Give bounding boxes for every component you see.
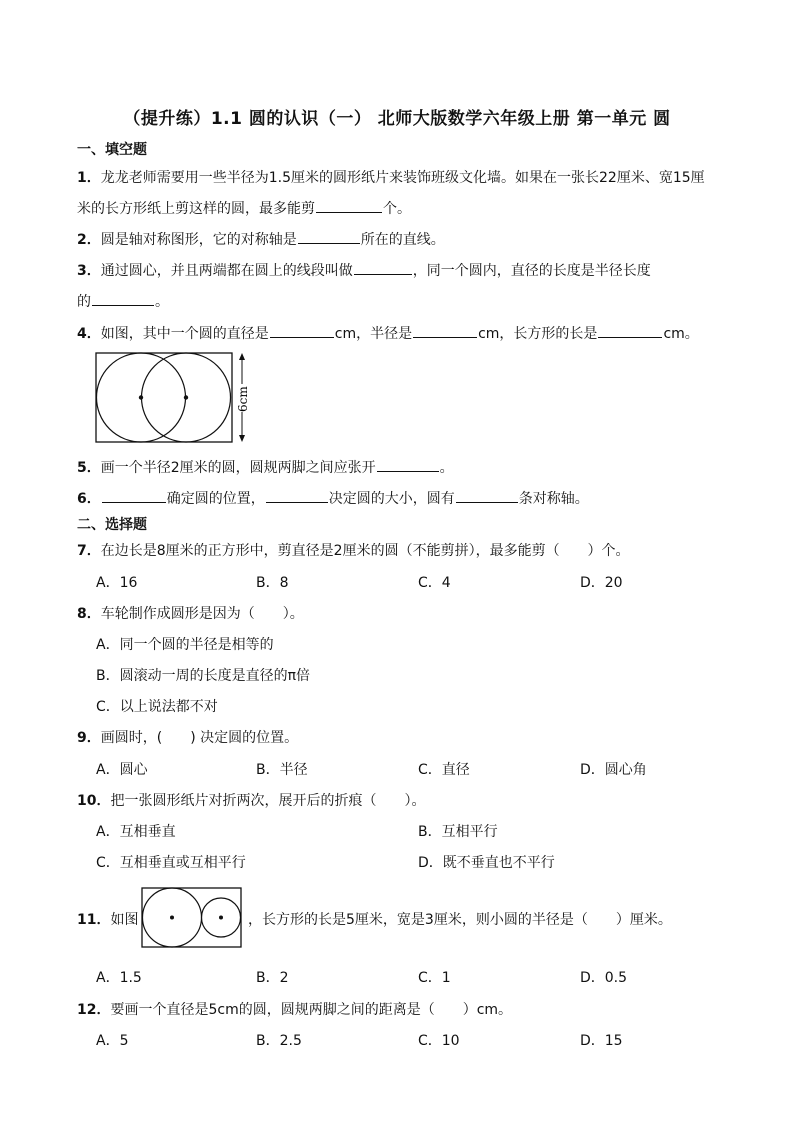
question-text: 所在的直线。 xyxy=(360,232,445,248)
question-text: 条对称轴。 xyxy=(518,491,589,507)
page-title: （提升练）1.1 圆的认识（一） 北师大版数学六年级上册 第一单元 圆 xyxy=(123,109,671,129)
question-text: cm，半径是 xyxy=(334,326,413,342)
question-number: 5． xyxy=(77,460,101,476)
option-b[interactable]: B．半径 xyxy=(256,762,308,778)
question-number: 6． xyxy=(77,491,101,507)
option-b[interactable]: B．互相平行 xyxy=(418,824,498,840)
question-text: 要画一个直径是5cm的圆，圆规两脚之间的距离是（ ）cm。 xyxy=(110,1002,513,1018)
option-c[interactable]: C．直径 xyxy=(418,762,470,778)
option-d[interactable]: D．15 xyxy=(580,1033,623,1049)
option-b[interactable]: B．圆滚动一周的长度是直径的π倍 xyxy=(96,668,311,684)
question-number: 7． xyxy=(77,543,101,559)
question-number: 4． xyxy=(77,326,101,342)
answer-blank[interactable] xyxy=(316,198,382,213)
option-d[interactable]: D．0.5 xyxy=(580,970,628,986)
question-text: 龙龙老师需要用一些半径为1.5厘米的圆形纸片来装饰班级文化墙。如果在一张长22厘米、宽15厘 xyxy=(100,170,705,186)
figure-two-circles-in-rectangle xyxy=(92,350,262,446)
question-number: 3． xyxy=(77,263,101,279)
left-center-dot xyxy=(139,395,143,399)
question-text: 画一个半径2厘米的圆，圆规两脚之间应张开 xyxy=(100,460,376,476)
question-4 xyxy=(77,323,699,343)
answer-blank[interactable] xyxy=(270,323,334,338)
rectangle xyxy=(96,353,232,442)
answer-blank[interactable] xyxy=(92,291,154,306)
question-text: 个。 xyxy=(383,201,411,217)
option-d[interactable]: D．既不垂直也不平行 xyxy=(418,855,555,871)
answer-blank[interactable] xyxy=(102,488,166,503)
question-text: 决定圆的大小，圆有 xyxy=(328,491,455,507)
right-center-dot xyxy=(184,395,188,399)
option-c[interactable]: C．以上说法都不对 xyxy=(96,699,218,715)
question-text: ，同一个圆内，直径的长度是半径长度 xyxy=(412,263,651,279)
question-number: 10． xyxy=(77,793,111,809)
question-1-line-1 xyxy=(77,167,705,187)
question-6 xyxy=(77,488,589,508)
question-2 xyxy=(77,229,445,249)
question-7 xyxy=(77,540,630,560)
figure-circles-in-rectangle xyxy=(140,886,244,950)
question-8 xyxy=(77,603,304,623)
question-text: 车轮制作成圆形是因为（ ）。 xyxy=(100,606,304,622)
section-fill-in: 一、填空题 xyxy=(77,142,147,158)
question-text: 在边长是8厘米的正方形中，剪直径是2厘米的圆（不能剪拼），最多能剪（ ）个。 xyxy=(100,543,630,559)
arrow-up-icon xyxy=(239,353,245,360)
question-10 xyxy=(77,790,425,810)
question-number: 1． xyxy=(77,170,101,186)
section-multiple-choice: 二、选择题 xyxy=(77,517,147,533)
question-text: 把一张圆形纸片对折两次，展开后的折痕（ ）。 xyxy=(110,793,426,809)
option-a[interactable]: A．5 xyxy=(96,1033,129,1049)
answer-blank[interactable] xyxy=(354,260,412,275)
question-text: 通过圆心，并且两端都在圆上的线段叫做 xyxy=(100,263,353,279)
question-9 xyxy=(77,727,298,747)
question-text: 。 xyxy=(155,294,169,310)
question-text: cm。 xyxy=(663,326,699,342)
option-d[interactable]: D．20 xyxy=(580,575,623,591)
question-1-line-2 xyxy=(77,198,411,218)
option-d[interactable]: D．圆心角 xyxy=(580,762,647,778)
question-11-text: ，长方形的长是5厘米，宽是3厘米，则小圆的半径是（ ）厘米。 xyxy=(248,912,672,928)
option-c[interactable]: C．1 xyxy=(418,970,451,986)
answer-blank[interactable] xyxy=(266,488,328,503)
question-text: 如图，其中一个圆的直径是 xyxy=(100,326,269,342)
question-11-prefix xyxy=(77,909,138,929)
option-b[interactable]: B．8 xyxy=(256,575,289,591)
dimension-label: 6cm xyxy=(236,386,250,412)
question-text: 。 xyxy=(439,460,454,476)
option-a[interactable]: A．同一个圆的半径是相等的 xyxy=(96,637,274,653)
question-text: 确定圆的位置， xyxy=(166,491,265,507)
answer-blank[interactable] xyxy=(598,323,662,338)
question-text: cm，长方形的长是 xyxy=(478,326,598,342)
answer-blank[interactable] xyxy=(298,229,360,244)
question-number: 2． xyxy=(77,232,101,248)
option-a[interactable]: A．互相垂直 xyxy=(96,824,176,840)
question-text: 的 xyxy=(77,294,91,310)
small-center-dot xyxy=(219,916,223,920)
option-c[interactable]: C．4 xyxy=(418,575,451,591)
large-center-dot xyxy=(170,916,174,920)
rectangle xyxy=(142,888,241,947)
question-number: 12． xyxy=(77,1002,111,1018)
question-text: 如图 xyxy=(110,912,139,928)
question-text: 米的长方形纸上剪这样的圆，最多能剪 xyxy=(77,201,315,217)
arrow-down-icon xyxy=(239,435,245,442)
question-12 xyxy=(77,999,512,1019)
option-a[interactable]: A．1.5 xyxy=(96,970,142,986)
option-c[interactable]: C．10 xyxy=(418,1033,460,1049)
option-b[interactable]: B．2.5 xyxy=(256,1033,302,1049)
question-number: 8． xyxy=(77,606,101,622)
option-a[interactable]: A．16 xyxy=(96,575,138,591)
answer-blank[interactable] xyxy=(413,323,477,338)
option-a[interactable]: A．圆心 xyxy=(96,762,148,778)
option-c[interactable]: C．互相垂直或互相平行 xyxy=(96,855,246,871)
question-text: 圆是轴对称图形，它的对称轴是 xyxy=(100,232,297,248)
question-number: 11． xyxy=(77,912,111,928)
question-text: 画圆时，( ) 决定圆的位置。 xyxy=(100,730,299,746)
answer-blank[interactable] xyxy=(456,488,518,503)
question-5 xyxy=(77,457,454,477)
question-number: 9． xyxy=(77,730,101,746)
question-3-line-2 xyxy=(77,291,169,311)
question-3-line-1 xyxy=(77,260,651,280)
option-b[interactable]: B．2 xyxy=(256,970,289,986)
answer-blank[interactable] xyxy=(377,457,439,472)
